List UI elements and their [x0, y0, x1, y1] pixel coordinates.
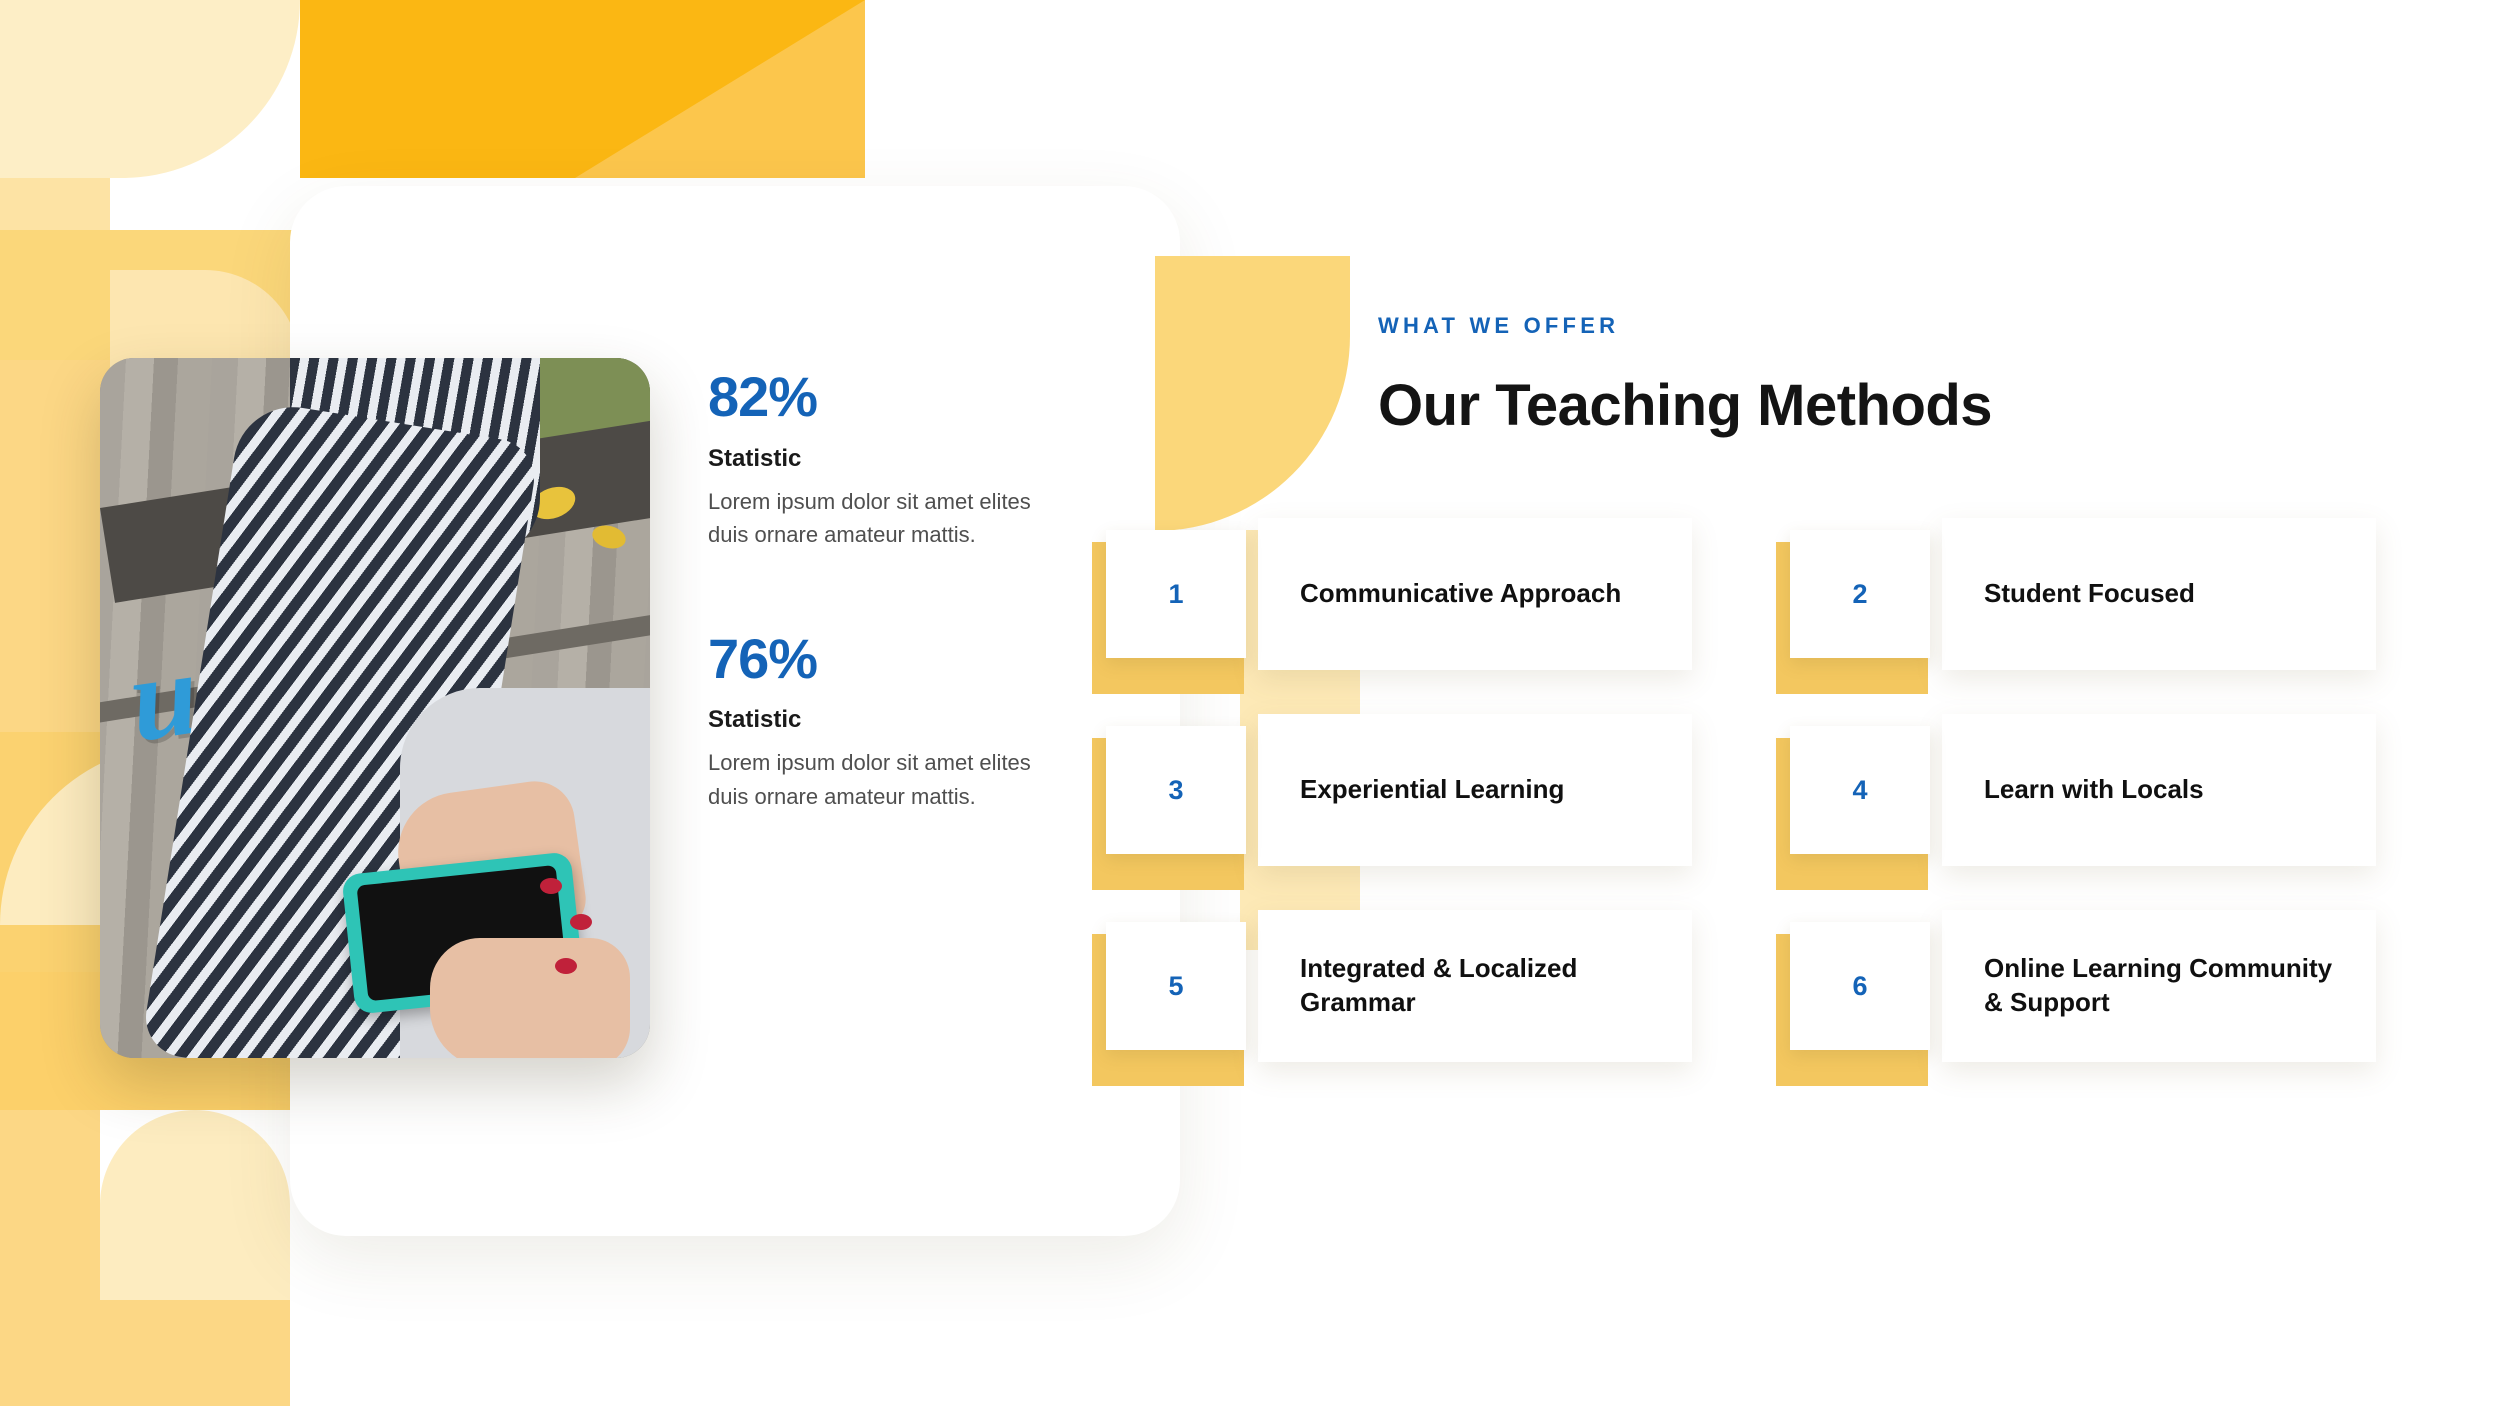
decor-quarter-circle: [1155, 256, 1350, 531]
method-title: Experiential Learning: [1300, 774, 1565, 805]
method-badge-wrap: [1776, 726, 1942, 878]
photo-hand-lower: [430, 938, 630, 1058]
method-badge-wrap: [1092, 726, 1258, 878]
statistic-label: Statistic: [708, 706, 802, 734]
method-title: Student Focused: [1984, 578, 2195, 609]
photo-fingernail-3: [555, 958, 577, 974]
method-number: 1: [1106, 530, 1246, 658]
decor-circle-bottom: [100, 1110, 290, 1300]
method-title: Learn with Locals: [1984, 774, 2204, 805]
method-title: Online Learning Community & Support: [1984, 953, 2333, 1017]
method-card-6[interactable]: [1776, 922, 2376, 1074]
method-body: [1942, 910, 2376, 1062]
method-badge-wrap: [1776, 530, 1942, 682]
statistic-value: 82%: [708, 365, 818, 428]
photo-card: [100, 358, 650, 1058]
method-card-2[interactable]: [1776, 530, 2376, 682]
method-number: 6: [1790, 922, 1930, 1050]
decor-bottom-strip: [0, 1110, 100, 1406]
section-eyebrow: WHAT WE OFFER: [1378, 313, 1620, 338]
statistic-description: Lorem ipsum dolor sit amet elites duis ornare amateur mattis.: [708, 488, 1031, 548]
method-card-5[interactable]: [1092, 922, 1692, 1074]
decor-bottom-strip-2: [100, 1300, 290, 1406]
statistic-label: Statistic: [708, 444, 802, 472]
photo-fingernail-2: [570, 914, 592, 930]
page-title: Our Teaching Methods: [1378, 373, 1993, 438]
statistic-value: 76%: [708, 626, 818, 690]
decor-left-strip: [0, 178, 110, 230]
method-card-1[interactable]: [1092, 530, 1692, 682]
statistic-block-1: [708, 365, 1038, 552]
method-title: Communicative Approach: [1300, 578, 1622, 609]
method-body: [1942, 714, 2376, 866]
statistic-block-2: [708, 626, 1038, 814]
method-body: [1258, 518, 1692, 670]
methods-grid: [1092, 530, 2402, 1074]
method-badge-wrap: [1092, 922, 1258, 1074]
statistics-column: [708, 365, 1038, 813]
statistic-description: Lorem ipsum dolor sit amet elites duis ornare amateur mattis.: [708, 750, 1031, 809]
photo-fingernail-1: [540, 878, 562, 894]
method-card-4[interactable]: [1776, 726, 2376, 878]
method-card-3[interactable]: [1092, 726, 1692, 878]
method-number: 2: [1790, 530, 1930, 658]
method-badge-wrap: [1092, 530, 1258, 682]
decor-rounded-square-top-left: [0, 0, 300, 178]
method-title: Integrated & Localized Grammar: [1300, 953, 1578, 1017]
method-number: 5: [1106, 922, 1246, 1050]
method-badge-wrap: [1776, 922, 1942, 1074]
method-body: [1258, 910, 1692, 1062]
method-body: [1258, 714, 1692, 866]
method-number: 3: [1106, 726, 1246, 854]
method-body: [1942, 518, 2376, 670]
method-number: 4: [1790, 726, 1930, 854]
